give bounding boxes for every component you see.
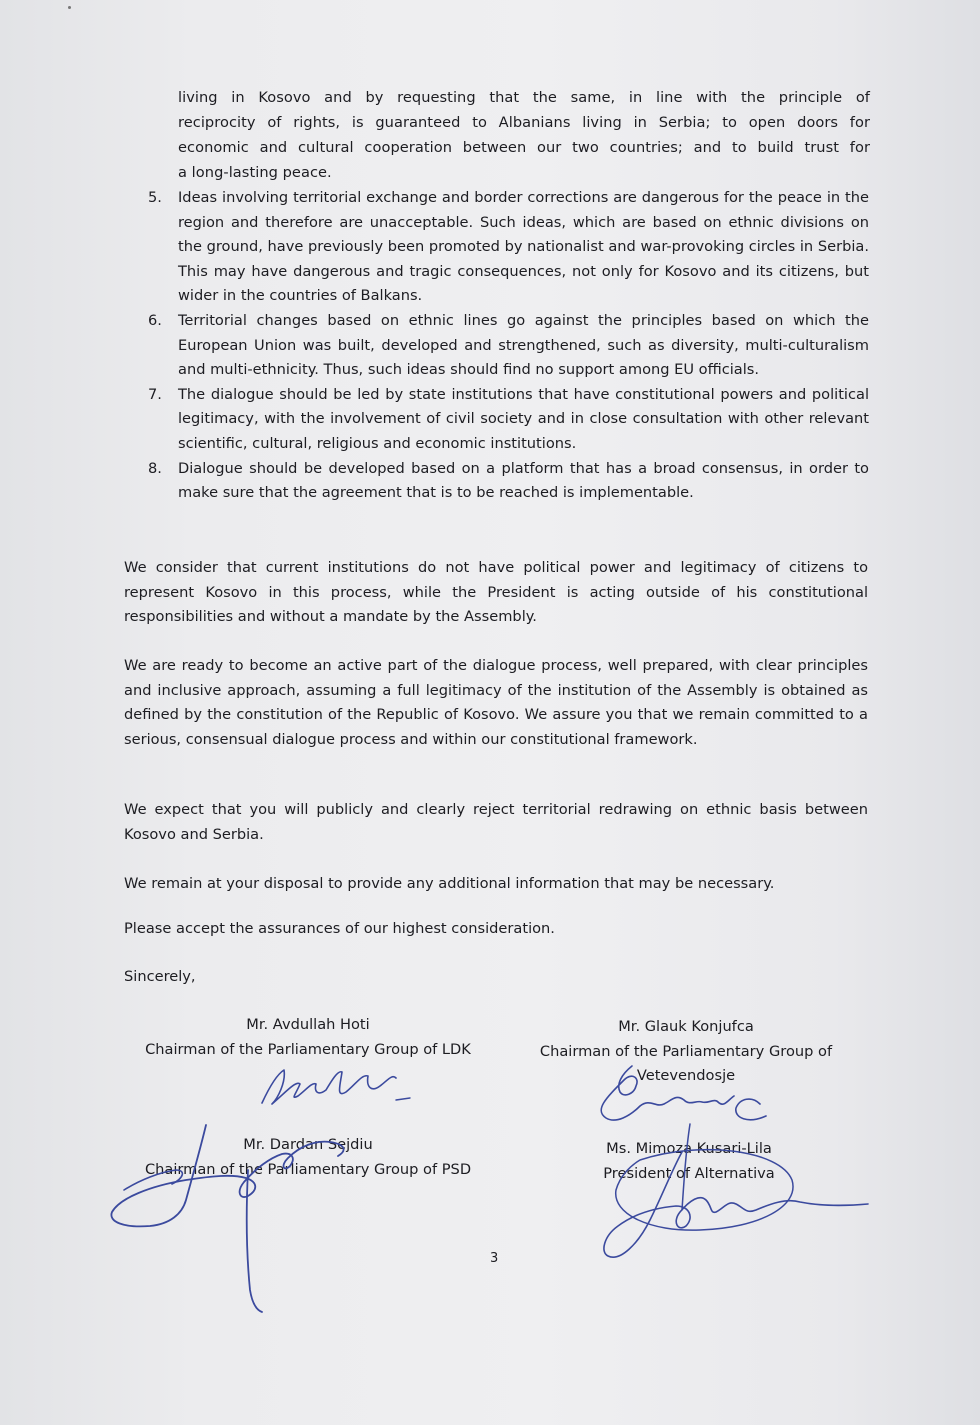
point-text: The dialogue should be led by state institutions that have constitutional powers and political legitimacy, with the involvement of civil society and in close consultation with other relevant scientific, cultural, religious and economic institutions.: [178, 385, 869, 452]
continuation-line: living in Kosovo and by requesting that the same, in line with the principle of: [178, 89, 870, 106]
signatory-konjufca: [505, 1015, 867, 1089]
paragraph-institutions: We consider that current institutions do not have political power and legitimacy of citizens to represent Kosovo in this process, while the President is acting outside of his constitutional responsibilities and without a mandate by the Assembly.: [124, 559, 868, 626]
signature-hoti: [262, 1070, 396, 1104]
continuation-line: a long-lasting peace.: [178, 164, 332, 181]
paragraph-expect: We expect that you will publicly and clearly reject territorial redrawing on ethnic basis between Kosovo and Serbia.: [124, 801, 868, 843]
numbered-points: [144, 186, 869, 506]
ink-strokes: [111, 1066, 868, 1312]
signature-sejdiu-tail: [247, 1170, 262, 1312]
signature-hoti-mark: [396, 1098, 410, 1100]
signatory-title-line2: Vetevendosje: [636, 1067, 736, 1085]
page-number: 3: [490, 1251, 499, 1266]
signatory-title: Chairman of the Parliamentary Group of: [539, 1042, 833, 1060]
signatory-title: Chairman of the Parliamentary Group of PSD: [144, 1160, 472, 1178]
point-number: 7.: [148, 385, 162, 403]
signatory-kusari-lila: [574, 1137, 804, 1186]
signatory-title: Chairman of the Parliamentary Group of LDK: [145, 1040, 471, 1058]
signatory-name: Mr. Dardan Sejdiu: [243, 1136, 373, 1153]
signature-konjufca-flourish: [736, 1099, 766, 1120]
continuation-line: reciprocity of rights, is guaranteed to Albanians living in Serbia; to open doors for: [178, 114, 870, 131]
signatory-sejdiu: [118, 1133, 498, 1182]
continuation-line: economic and cultural cooperation between our two countries; and to build trust for: [178, 139, 870, 156]
paragraph-assurances: Please accept the assurances of our highest consideration.: [124, 920, 555, 937]
paragraph-disposal: We remain at your disposal to provide any additional information that may be necessary.: [124, 875, 775, 892]
signatory-hoti: [118, 1013, 498, 1062]
point-text: Dialogue should be developed based on a platform that has a broad consensus, in order to make sure that the agreement that is to be reached is implementable.: [178, 459, 869, 502]
signatory-name: Mr. Glauk Konjufca: [618, 1018, 754, 1035]
point-text: Territorial changes based on ethnic lines go against the principles based on which the European Union was built, developed and strengthened, such as diversity, multi-culturalism and multi-ethnicity. Thus, such ideas should find no support among EU officials.: [178, 311, 869, 379]
point-number: 6.: [148, 311, 162, 329]
point-number: 8.: [148, 459, 162, 477]
list-item: [144, 383, 869, 457]
list-item: [144, 186, 869, 309]
paragraph-ready: We are ready to become an active part of the dialogue process, well prepared, with clear principles and inclusive approach, assuming a full legitimacy of the institution of the Assembly is obtained as defined by the constitution of the Republic of Kosovo. We assure you that we remain committed to a serious, consensual dialogue process and within our constitutional framework.: [124, 657, 868, 748]
list-item: [144, 309, 869, 383]
list-item: [144, 457, 869, 506]
signatory-name: Ms. Mimoza Kusari-Lila: [606, 1140, 772, 1157]
signatory-name: Mr. Avdullah Hoti: [246, 1016, 370, 1033]
signatory-title: President of Alternativa: [603, 1164, 775, 1182]
closing-salutation: Sincerely,: [124, 968, 196, 985]
point-text: Ideas involving territorial exchange and border corrections are dangerous for the peace in the region and therefore are unacceptable. Such ideas, which are based on ethnic divisions on the ground, have previously been promoted by nationalist and war-provoking circles in Serbia. This may have dangerous and tragic consequences, not only for Kosovo and its citizens, but wider in the countries of Balkans.: [178, 189, 869, 305]
paper-speck: [68, 6, 71, 9]
point-number: 5.: [148, 189, 162, 206]
